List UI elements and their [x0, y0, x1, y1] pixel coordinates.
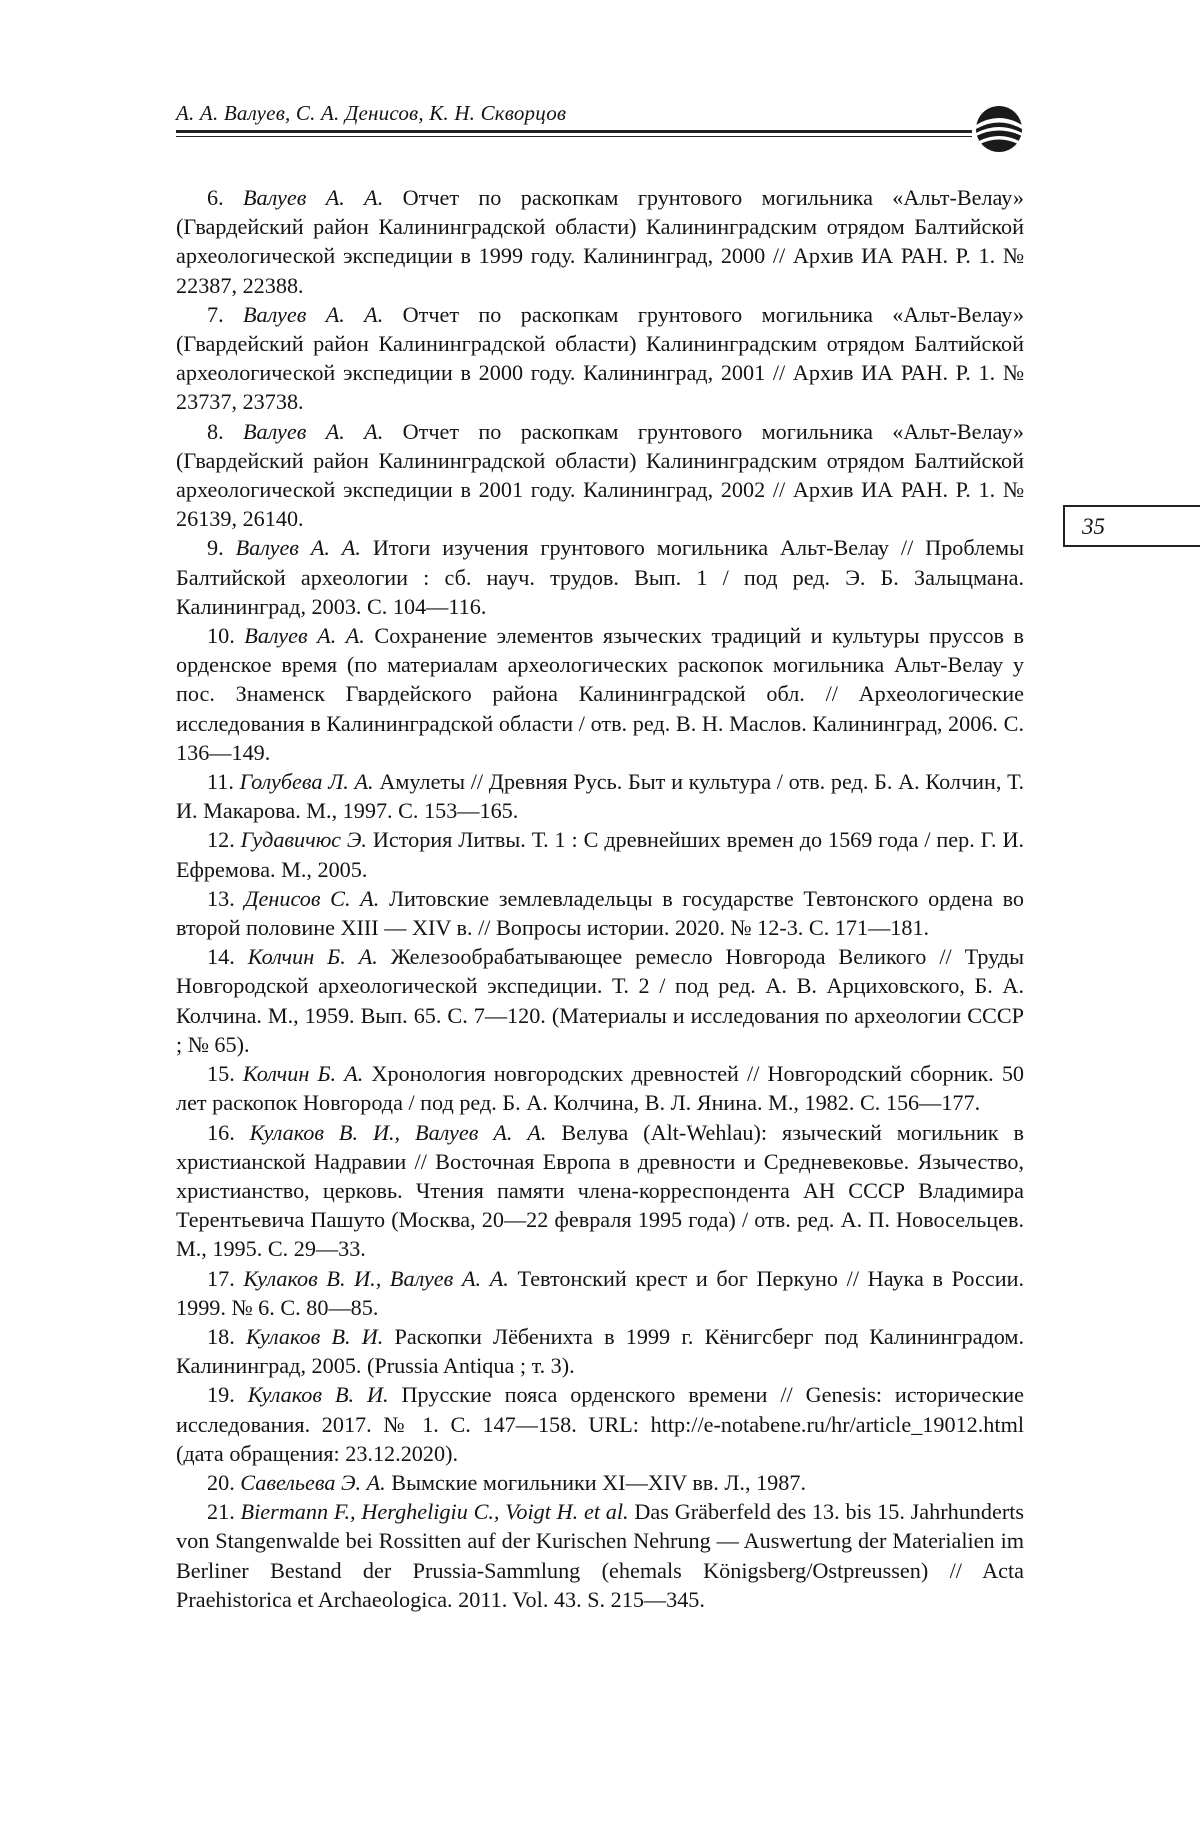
reference-text: Отчет по раскопкам грунтового могильника «Альт-Велау» (Гвардейский район Калининградской области) Калининградским отрядом Балтийской археологической экспедиции в 2001 году. Калининград, 2002 // Архив ИА РАН. Р. 1. № 26139, 26140. — [176, 418, 1025, 532]
reference-number: 21. — [207, 1499, 235, 1525]
reference-text: Амулеты // Древняя Русь. Быт и культура / отв. ред. Б. А. Колчин, Т. И. Макарова. М., 1997. С. 153—165. — [176, 769, 1025, 824]
reference-item — [176, 1264, 1024, 1322]
reference-list — [176, 183, 1024, 1614]
reference-item — [176, 621, 1024, 767]
reference-number: 7. — [207, 301, 224, 327]
reference-author: Гудавичюс Э. — [240, 827, 367, 853]
reference-number: 15. — [207, 1061, 235, 1087]
reference-author: Денисов С. А. — [244, 885, 380, 911]
reference-author: Валуев А. А. — [243, 301, 384, 327]
reference-item — [176, 942, 1024, 1059]
reference-number: 11. — [207, 769, 234, 795]
page-number-tab — [1063, 505, 1200, 547]
page-number: 35 — [1082, 514, 1105, 539]
reference-author: Biermann F., Hergheligiu C., Voigt H. et al. — [240, 1499, 629, 1525]
reference-author: Валуев А. А. — [235, 535, 361, 561]
reference-item — [176, 1118, 1024, 1264]
reference-text: Железообрабатывающее ремесло Новгорода Великого // Труды Новгородской археологической экспедиции. Т. 2 / под ред. А. В. Арциховского, Б. А. Колчина. М., 1959. Вып. 65. С. 7—120. (Материалы и исследования по археологии СССР ; № 65). — [176, 944, 1025, 1057]
reference-text: Литовские землевладельцы в государстве Тевтонского ордена во второй половине XIII — XIV в. // Вопросы истории. 2020. № 12-3. С. 171—181. — [176, 885, 1025, 941]
reference-author: Валуев А. А. — [243, 418, 384, 444]
reference-number: 14. — [207, 944, 235, 970]
reference-author: Колчин Б. А. — [247, 944, 378, 970]
running-head: А. А. Валуев, С. А. Денисов, К. Н. Скворцов — [176, 101, 567, 125]
reference-item — [176, 1059, 1024, 1117]
reference-text: Отчет по раскопкам грунтового могильника «Альт-Велау» (Гвардейский район Калининградской области) Калининградским отрядом Балтийской археологической экспедиции в 1999 году. Калининград, 2000 // Архив ИА РАН. Р. 1. № 22387, 22388. — [176, 185, 1025, 298]
reference-author: Голубева Л. А. — [239, 769, 374, 795]
reference-text: Das Gräberfeld des 13. bis 15. Jahrhunderts von Stangenwalde bei Rossitten auf der Kurischen Nehrung — Auswertung der Materialien im Berliner Bestand der Prussia-Sammlung (ehemals Königsberg/Ostpreussen) // Acta Praehistorica et Archaeologica. 2011. Vol. 43. S. 215—345. — [176, 1499, 1025, 1612]
reference-text: Вымские могильники XI—XIV вв. Л., 1987. — [391, 1469, 806, 1495]
reference-number: 12. — [207, 827, 235, 853]
reference-text: Сохранение элементов языческих традиций и культуры пруссов в орденское время (по материалам археологических раскопок могильника Альт-Велау у пос. Знаменск Гвардейского района Калининградской обл. // Археологические исследования в Калининградской области / отв. ред. В. Н. Маслов. Калининград, 2006. С. 136—149. — [176, 623, 1025, 765]
reference-item — [176, 533, 1024, 621]
reference-author: Кулаков В. И. — [247, 1382, 389, 1408]
reference-item — [176, 1380, 1024, 1468]
reference-item — [176, 1497, 1024, 1614]
reference-number: 16. — [207, 1119, 235, 1145]
reference-author: Кулаков В. И., Валуев А. А. — [243, 1265, 509, 1291]
reference-number: 13. — [207, 885, 235, 911]
reference-item — [176, 300, 1024, 417]
reference-item — [176, 1468, 1024, 1497]
reference-text: Тевтонский крест и бог Перкуно // Наука в России. 1999. № 6. С. 80—85. — [176, 1265, 1025, 1320]
reference-author: Кулаков В. И., Валуев А. А. — [249, 1119, 547, 1145]
reference-number: 8. — [207, 418, 224, 444]
reference-number: 19. — [207, 1382, 235, 1408]
reference-number: 6. — [207, 185, 224, 210]
reference-item — [176, 767, 1024, 825]
reference-item — [176, 417, 1024, 534]
reference-text: История Литвы. Т. 1 : С древнейших времен до 1569 года / пер. Г. И. Ефремова. М., 2005. — [176, 827, 1025, 882]
reference-item — [176, 884, 1024, 942]
reference-number: 18. — [207, 1323, 235, 1349]
reference-item — [176, 1322, 1024, 1380]
reference-number: 9. — [207, 535, 224, 561]
reference-text: Раскопки Лёбенихта в 1999 г. Кёнигсберг под Калининградом. Калининград, 2005. (Prussia Antiqua ; т. 3). — [176, 1323, 1025, 1379]
reference-number: 20. — [207, 1469, 235, 1495]
reference-author: Валуев А. А. — [244, 623, 365, 649]
header-rule-thin — [176, 136, 972, 137]
reference-author: Кулаков В. И. — [245, 1323, 384, 1349]
reference-text: Прусские пояса орденского времени // Genesis: исторические исследования. 2017. № 1. С. 147—158. URL: http://e-notabene.ru/hr/article_19012.html (дата обращения: 23.12.2020). — [176, 1382, 1025, 1466]
reference-author: Савельева Э. А. — [240, 1469, 386, 1495]
reference-text: Хронология новгородских древностей // Новгородский сборник. 50 лет раскопок Новгорода / под ред. Б. А. Колчина, В. Л. Янина. М., 1982. С. 156—177. — [176, 1061, 1025, 1116]
reference-item — [176, 183, 1024, 300]
reference-text: Отчет по раскопкам грунтового могильника «Альт-Велау» (Гвардейский район Калининградской области) Калининградским отрядом Балтийской археологической экспедиции в 2000 году. Калининград, 2001 // Архив ИА РАН. Р. 1. № 23737, 23738. — [176, 301, 1025, 415]
reference-number: 10. — [207, 623, 235, 649]
journal-logo-icon — [968, 103, 1030, 155]
reference-item — [176, 825, 1024, 883]
reference-text: Велува (Alt-Wehlau): языческий могильник в христианской Надравии // Восточная Европа в древности и Средневековье. Язычество, христианство, церковь. Чтения памяти члена-корреспондента АН СССР Владимира Терентьевича Пашуто (Москва, 20—22 февраля 1995 года) / отв. ред. А. П. Новосельцев. М., 1995. С. 29—33. — [176, 1119, 1025, 1262]
reference-text: Итоги изучения грунтового могильника Альт-Велау // Проблемы Балтийской археологии : сб. науч. трудов. Вып. 1 / под ред. Э. Б. Залыцмана. Калининград, 2003. С. 104—116. — [176, 535, 1024, 619]
reference-author: Колчин Б. А. — [242, 1061, 364, 1087]
reference-number: 17. — [207, 1265, 235, 1291]
header-rule — [176, 130, 972, 133]
reference-author: Валуев А. А. — [243, 185, 384, 210]
